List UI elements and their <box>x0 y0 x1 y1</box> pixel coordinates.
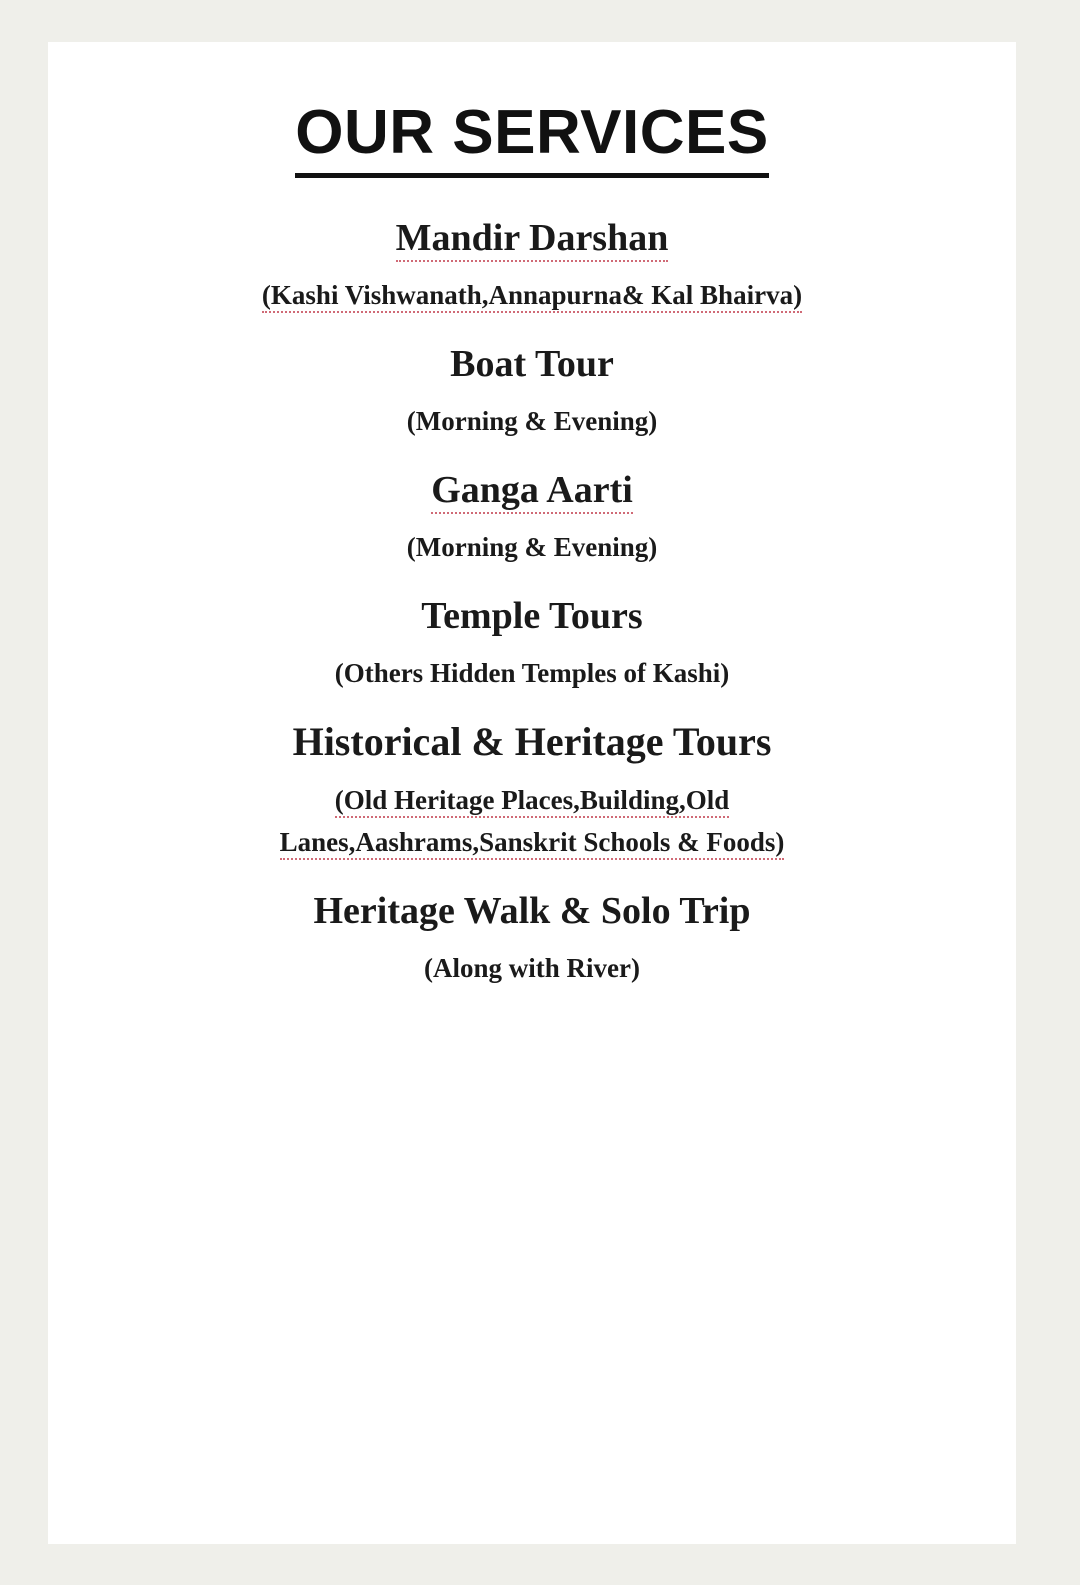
service-detail-text: (Morning & Evening) <box>406 531 658 562</box>
service-name <box>48 331 1016 401</box>
services-list <box>48 205 1016 1004</box>
service-detail <box>48 948 1016 1004</box>
service-name-text: Mandir Darshan <box>396 217 669 262</box>
service-detail-text: (Along with River) <box>424 953 640 984</box>
service-detail <box>48 275 1016 331</box>
service-item <box>48 583 1016 709</box>
service-item <box>48 331 1016 457</box>
page-title-text: OUR SERVICES <box>295 98 768 178</box>
service-detail <box>48 653 1016 709</box>
service-name <box>48 708 1016 780</box>
service-name-text: Boat Tour <box>450 342 614 385</box>
service-name-text: Heritage Walk & Solo Trip <box>313 890 751 933</box>
service-detail-text: (Others Hidden Temples of Kashi) <box>334 657 730 688</box>
document-page <box>48 42 1016 1544</box>
service-detail <box>48 780 1016 878</box>
service-name-text: Temple Tours <box>421 594 643 637</box>
service-name <box>48 878 1016 948</box>
service-detail <box>48 401 1016 457</box>
service-name <box>48 205 1016 275</box>
service-name <box>48 583 1016 653</box>
service-name <box>48 457 1016 527</box>
service-name-text: Ganga Aarti <box>431 469 633 514</box>
service-item <box>48 878 1016 1004</box>
service-detail <box>48 527 1016 583</box>
service-detail-text: (Kashi Vishwanath,Annapurna& Kal Bhairva) <box>262 280 802 313</box>
service-detail-text: (Old Heritage Places,Building,Old Lanes,Aashrams,Sanskrit Schools & Foods) <box>280 785 785 860</box>
page-title <box>48 100 1016 165</box>
service-item <box>48 708 1016 878</box>
service-detail-text: (Morning & Evening) <box>406 405 658 436</box>
service-item <box>48 457 1016 583</box>
service-name-text: Historical & Heritage Tours <box>292 719 772 765</box>
service-item <box>48 205 1016 331</box>
